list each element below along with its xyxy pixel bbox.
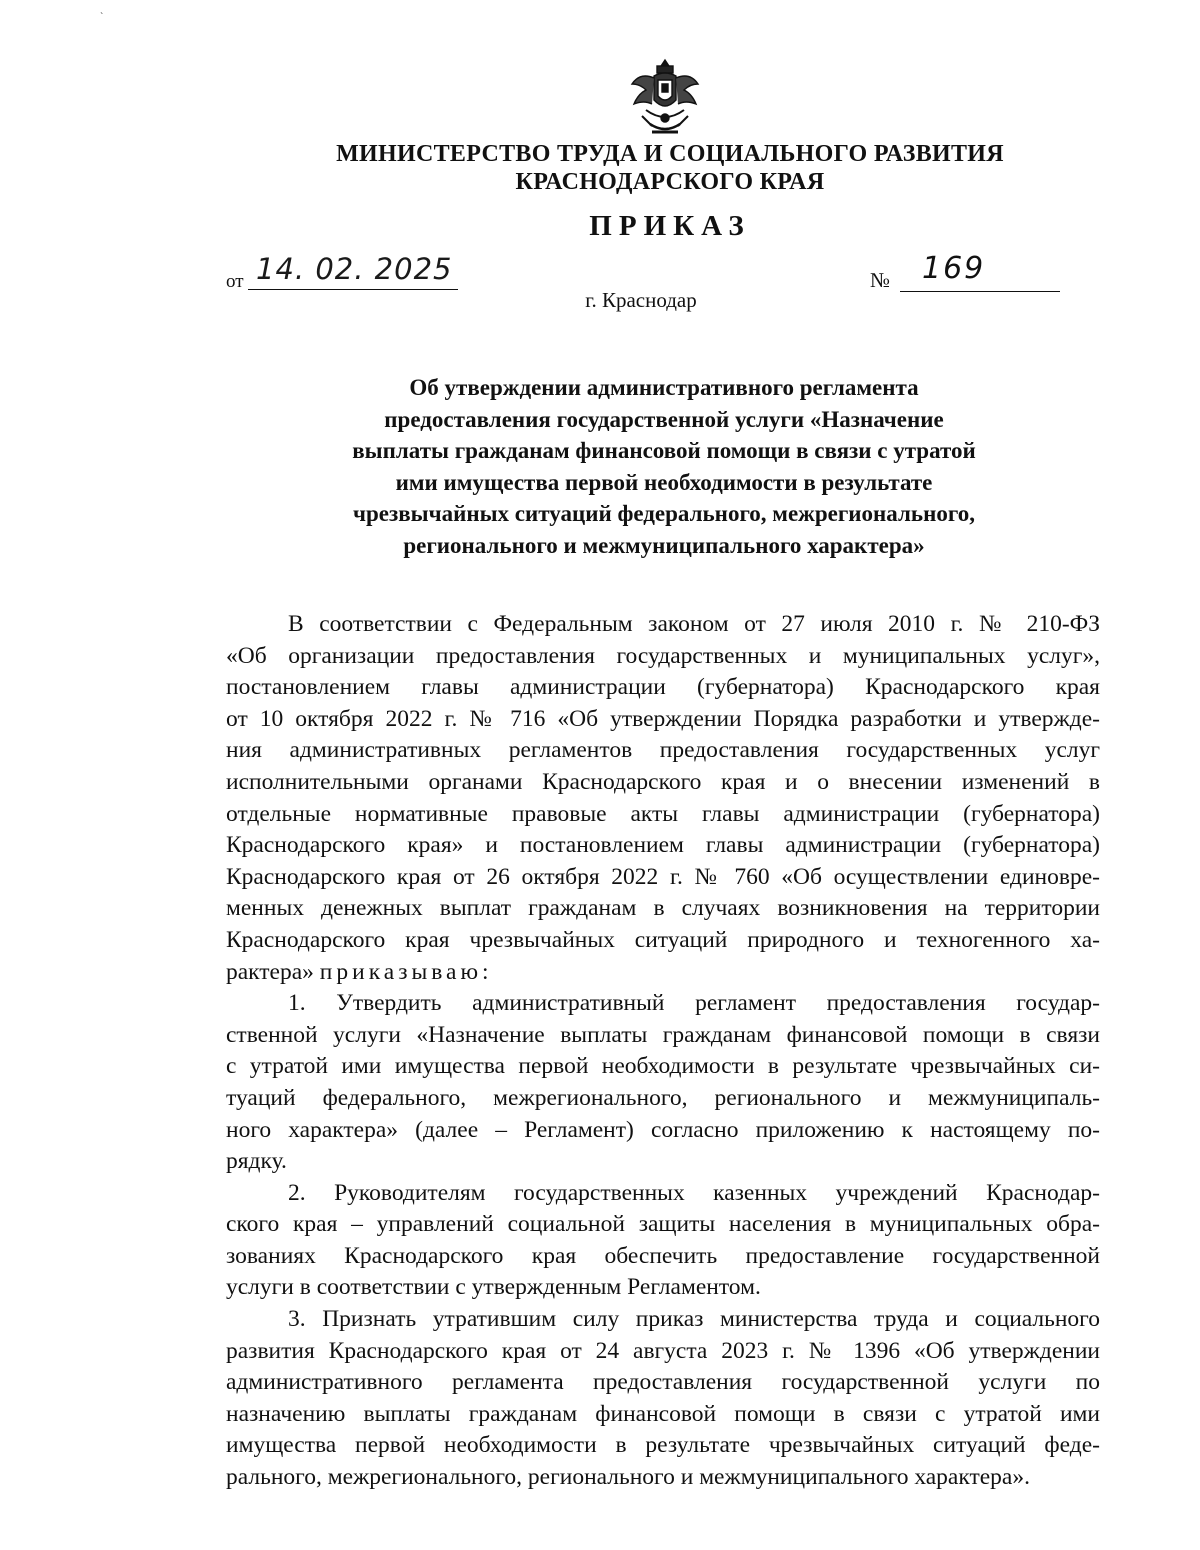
body-line: развития Краснодарского края от 24 августа 2023 г. № 1396 «Об утверждении — [226, 1337, 1100, 1364]
body-line: ского края – управлений социальной защиты населения в муниципальных обра- — [226, 1211, 1100, 1238]
body-line: отдельные нормативные правовые акты главы администрации (губернатора) — [226, 800, 1100, 827]
order-item-1 — [226, 988, 1100, 1178]
subject-line: выплаты гражданам финансовой помощи в связи с утратой — [352, 438, 976, 463]
body-line: Краснодарского края от 26 октября 2022 г. № 760 «Об осуществлении единовре- — [226, 863, 1100, 890]
order-word: приказываю: — [319, 958, 493, 985]
order-body — [226, 609, 1100, 1494]
body-line: менных денежных выплат гражданам в случаях возникновения на территории — [226, 895, 1100, 922]
order-subject — [0, 372, 1200, 561]
body-line: исполнительными органами Краснодарского края и о внесении изменений в — [226, 768, 1100, 795]
ministry-name-line1: МИНИСТЕРСТВО ТРУДА И СОЦИАЛЬНОГО РАЗВИТИЯ — [336, 141, 1004, 167]
coat-of-arms-icon — [624, 58, 706, 140]
document-type: ПРИКАЗ — [589, 210, 751, 242]
order-item-2 — [226, 1178, 1100, 1304]
body-line: административного регламента предоставления государственной услуги по — [226, 1369, 1100, 1396]
subject-line: предоставления государственной услуги «Назначение — [384, 406, 944, 432]
body-line: постановлением главы администрации (губернатора) Краснодарского края — [226, 674, 1100, 701]
body-line: Краснодарского края» и постановлением главы администрации (губернатора) — [226, 832, 1100, 859]
order-item-3 — [226, 1304, 1100, 1494]
body-line: ния административных регламентов предоставления государственных услуг — [226, 737, 1100, 764]
subject-line: Об утверждении административного регламента — [409, 375, 919, 400]
body-line: 2. Руководителям государственных казенных учреждений Краснодар- — [288, 1179, 1100, 1206]
body-line: 3. Признать утратившим силу приказ министерства труда и социального — [288, 1306, 1100, 1333]
city: г. Краснодар — [585, 288, 697, 312]
preamble-tail: рактера» — [226, 958, 314, 985]
body-line: услуги в соответствии с утвержденным Регламентом. — [226, 1274, 761, 1301]
body-line: ственной услуги «Назначение выплаты гражданам финансовой помощи в связи — [226, 1021, 1100, 1048]
number-handwritten: 169 — [900, 250, 1060, 292]
body-line: рядку. — [226, 1148, 287, 1175]
body-line: имущества первой необходимости в результате чрезвычайных ситуаций феде- — [226, 1432, 1100, 1459]
date-label: от — [226, 271, 244, 292]
ministry-name — [0, 140, 1200, 196]
date-handwritten: 14. 02. 2025 — [248, 250, 458, 290]
body-line: назначению выплаты гражданам финансовой помощи в связи с утратой ими — [226, 1400, 1100, 1427]
body-line: «Об организации предоставления государственных и муниципальных услуг», — [226, 642, 1100, 669]
body-line: В соответствии с Федеральным законом от 27 июля 2010 г. № 210-ФЗ — [288, 611, 1100, 637]
body-line: зованиях Краснодарского края обеспечить предоставление государственной — [226, 1242, 1100, 1269]
body-line: рального, межрегионального, регионального и межмуниципального характера». — [226, 1464, 1030, 1491]
body-line: 1. Утвердить административный регламент предоставления государ- — [288, 990, 1100, 1017]
scan-speck: ` — [100, 12, 104, 23]
subject-line: ими имущества первой необходимости в результате — [395, 469, 933, 495]
body-line: туаций федерального, межрегионального, регионального и межмуниципаль- — [226, 1084, 1100, 1111]
body-line: с утратой ими имущества первой необходимости в результате чрезвычайных си- — [226, 1053, 1100, 1080]
subject-line: чрезвычайных ситуаций федерального, межрегионального, — [353, 501, 975, 526]
ministry-name-line2: КРАСНОДАРСКОГО КРАЯ — [515, 169, 825, 195]
body-line: от 10 октября 2022 г. № 716 «Об утверждении Порядка разработки и утвержде- — [226, 705, 1100, 732]
body-line: ного характера» (далее – Регламент) согласно приложению к настоящему по- — [226, 1116, 1100, 1143]
preamble — [226, 609, 1100, 988]
body-line: Краснодарского края чрезвычайных ситуаций природного и техногенного ха- — [226, 926, 1100, 953]
number-label: № — [870, 268, 891, 292]
subject-line: регионального и межмуниципального характера» — [403, 532, 925, 558]
body-line — [226, 957, 1100, 989]
